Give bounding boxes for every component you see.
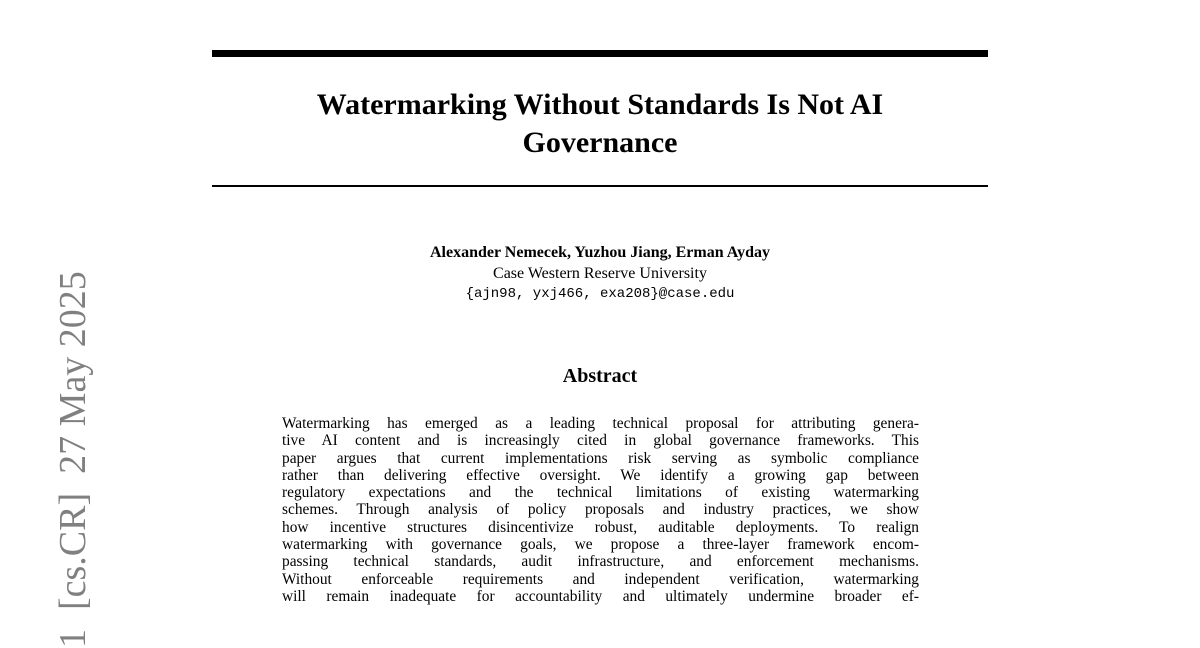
paper-title (212, 86, 988, 162)
abstract-line: rather than delivering effective oversight. We identify a growing gap between (282, 466, 919, 484)
author-names: Alexander Nemecek, Yuzhou Jiang, Erman Ayday (429, 244, 770, 261)
title-top-rule (212, 50, 988, 57)
title-line: Watermarking Without Standards Is Not AI (316, 88, 884, 121)
author-block (212, 242, 988, 305)
title-line: Governance (522, 126, 678, 159)
abstract-line: passing technical standards, audit infrastructure, and enforcement mechanisms. (282, 553, 919, 571)
arxiv-identifier: 1 [cs.CR] 27 May 2025 (52, 271, 94, 648)
title-bottom-rule (212, 185, 988, 187)
abstract-line: regulatory expectations and the technical limitations of existing watermarking (282, 484, 919, 502)
abstract-line: tive AI content and is increasingly cited in global governance frameworks. This (282, 432, 919, 450)
abstract-line: schemes. Through analysis of policy proposals and industry practices, we show (282, 501, 919, 519)
abstract-line: how incentive structures disincentivize robust, auditable deployments. To realign (282, 518, 919, 536)
abstract-body (282, 415, 919, 605)
author-emails: {ajn98, yxj466, exa208}@case.edu (465, 286, 735, 302)
abstract-line: Without enforceable requirements and independent verification, watermarking (282, 570, 919, 588)
abstract-heading: Abstract (562, 365, 638, 387)
abstract-line: watermarking with governance goals, we propose a three-layer framework encom- (282, 536, 919, 554)
abstract-line: paper argues that current implementations risk serving as symbolic compliance (282, 449, 919, 467)
abstract-line: will remain inadequate for accountability and ultimately undermine broader ef- (282, 587, 919, 605)
affiliation: Case Western Reserve University (493, 265, 707, 282)
abstract-line: Watermarking has emerged as a leading technical proposal for attributing genera- (282, 415, 919, 432)
